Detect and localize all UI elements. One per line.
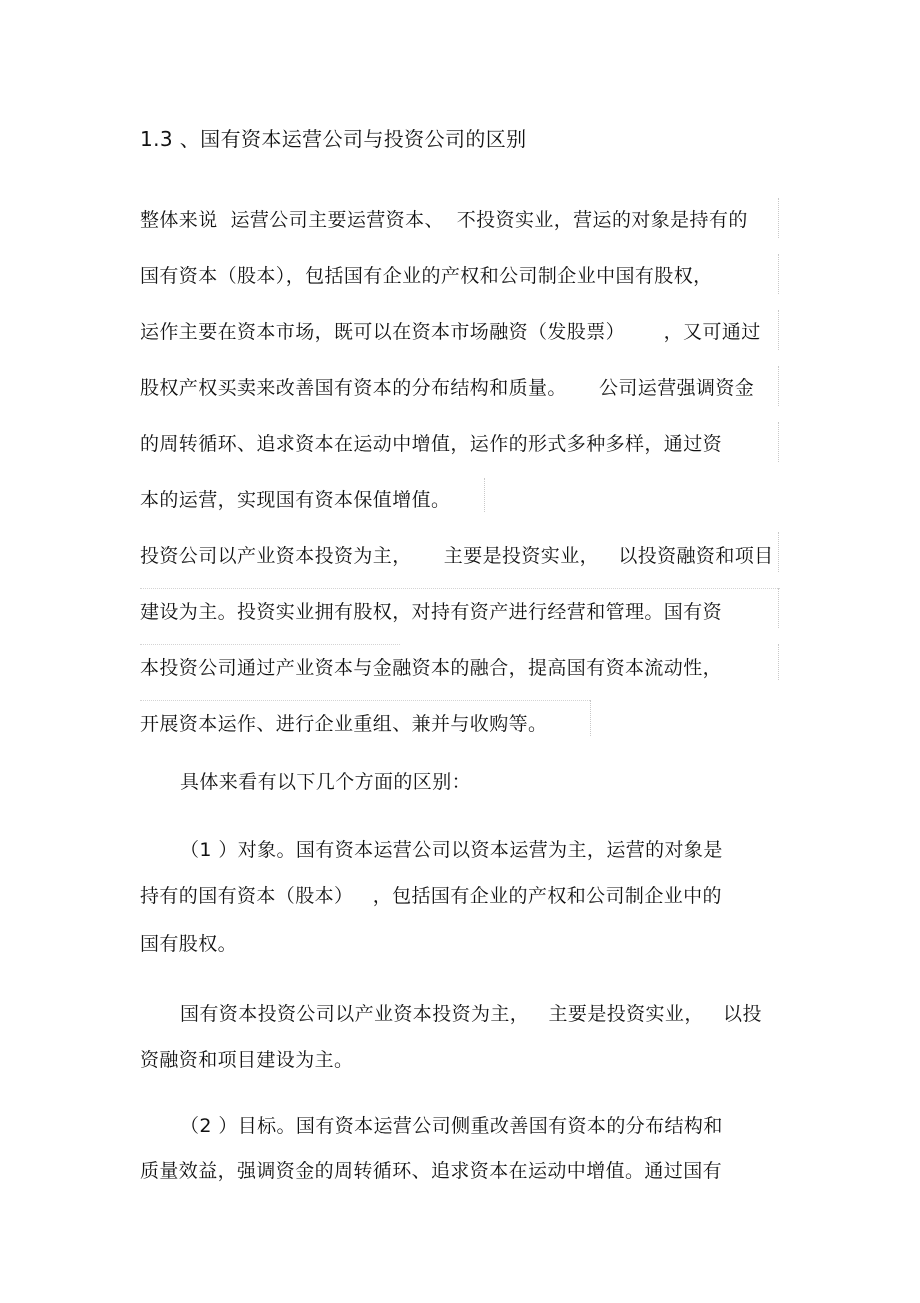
scan-guide xyxy=(590,700,591,736)
item1-line-1: （1 ）对象。国有资本运营公司以资本运营为主，运营的对象是 xyxy=(180,839,723,861)
paragraph2-line-3: 本投资公司通过产业资本与金融资本的融合，提高国有资本流动性， xyxy=(140,657,723,679)
scan-guide xyxy=(778,366,779,406)
paragraph1-line-4: 股权产权买卖来改善国有资本的分布结构和质量。 公司运营强调资金 xyxy=(140,377,755,399)
paragraph2-line-2: 建设为主。投资实业拥有股权，对持有资产进行经营和管理。国有资 xyxy=(140,601,723,623)
item1-line-3: 国有股权。 xyxy=(140,933,238,955)
section-heading: 1.3 、国有资本运营公司与投资公司的区别 xyxy=(140,127,527,151)
scan-guide xyxy=(140,700,590,701)
paragraph1-line-2: 国有资本（股本），包括国有企业的产权和公司制企业中国有股权， xyxy=(140,265,713,287)
intro-line: 具体来看有以下几个方面的区别： xyxy=(180,771,472,793)
scan-guide xyxy=(778,644,779,680)
scan-guide xyxy=(778,532,779,572)
paragraph1-line-1: 整体来说 运营公司主要运营资本、 不投资实业，营运的对象是持有的 xyxy=(140,209,748,231)
scan-guide xyxy=(778,310,779,350)
item1b-line-2: 资融资和项目建设为主。 xyxy=(140,1049,354,1071)
scan-guide xyxy=(778,254,779,294)
scan-guide xyxy=(484,478,485,512)
scan-guide xyxy=(778,198,779,238)
paragraph1-line-5: 的周转循环、追求资本在运动中增值，运作的形式多种多样，通过资 xyxy=(140,433,723,455)
paragraph1-line-3: 运作主要在资本市场，既可以在资本市场融资（发股票） ，又可通过 xyxy=(140,321,761,343)
scan-guide xyxy=(778,422,779,462)
paragraph2-line-1: 投资公司以产业资本投资为主， 主要是投资实业， 以投资融资和项目 xyxy=(140,545,774,567)
scan-guide xyxy=(140,644,400,645)
scan-guide xyxy=(140,588,780,589)
paragraph1-line-6: 本的运营，实现国有资本保值增值。 xyxy=(140,489,451,511)
item2-line-1: （2 ）目标。国有资本运营公司侧重改善国有资本的分布结构和 xyxy=(180,1115,723,1137)
scan-guide xyxy=(778,588,779,628)
item2-line-2: 质量效益，强调资金的周转循环、追求资本在运动中增值。通过国有 xyxy=(140,1160,723,1182)
item1b-line-1: 国有资本投资公司以产业资本投资为主， 主要是投资实业， 以投 xyxy=(180,1003,762,1025)
item1-line-2: 持有的国有资本（股本） ，包括国有企业的产权和公司制企业中的 xyxy=(140,885,722,907)
paragraph2-line-4: 开展资本运作、进行企业重组、兼并与收购等。 xyxy=(140,713,548,735)
